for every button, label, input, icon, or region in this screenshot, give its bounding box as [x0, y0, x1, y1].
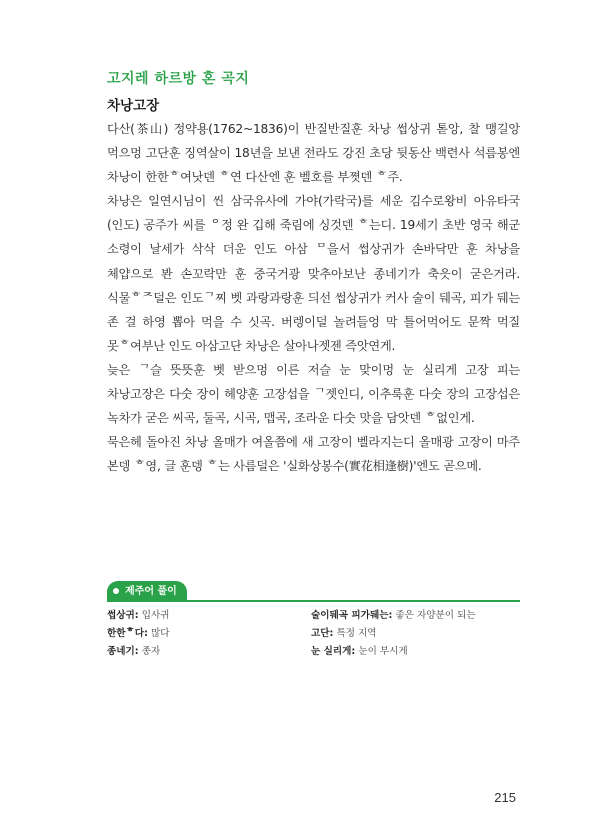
glossary-list: [107, 610, 520, 658]
glossary-item: [107, 646, 311, 658]
glossary-term: 썹상귀:: [107, 610, 139, 621]
glossary-meaning: 특정 지역: [336, 628, 377, 639]
glossary-item: [311, 628, 520, 640]
glossary-item: [107, 628, 311, 640]
paragraph: 묵은헤 돌아진 차낭 올매가 여올쯤에 새 고장이 벨라지는디 올매광 고장이 마주 본뎅 ᄒ영, 글 훈뎅 ᄒ는 사름덜은 '실화상봉수(實花相逢樹)'엔도 곧으메.: [107, 435, 520, 474]
glossary-item: [107, 610, 311, 622]
paragraph: 다산(茶山) 정약용(1762~1836)이 반질반질훈 차낭 썹상귀 톧앙, 찰 맹길앙 먹으멍 고단훈 징역살이 18년을 보낸 전라도 강진 초당 뒷동산 백련사 석름봉엔 차낭이 한한ᄒ여낫덴 ᄒ연 다산엔 훈 벨호를 부쪗덴 ᄒ주.: [107, 122, 520, 185]
glossary-header: [107, 580, 520, 602]
glossary-term: 눈 실리게:: [311, 646, 356, 657]
paragraph: 차낭은 일연시님이 씬 삼국유사에 가야(가락국)를 세운 김수로왕비 아유타국(인도) 공주가 씨를 ᄋ정 완 깁해 죽림에 싱것덴 ᄒ는디. 19세기 초반 영국 해군 소령이 날세가 삭삭 더운 인도 아삼 ᄆ을서 썹상귀가 손바닥만 훈 차낭을 체얍으로 봔 손꼬락만 훈 중국거광 맞추아보난 종네기가 축읏이 굳은거라. 식물ᄒᄌ덜은 인도ᄀ찌 벳 과랑과랑훈 듸선 썹상귀가 커사 술이 뒈곡, 피가 뒈는 존 걸 하영 뽑아 먹을 수 싯곡. 버렝이덜 놀려들엉 막 틀어먹어도 문짝 먹질 못ᄒ여부난 인도 아삼고단 차낭은 살아나젯젠 즉앗연게.: [107, 194, 520, 353]
glossary-term: 한한ᄒ다:: [107, 628, 148, 639]
glossary-meaning: 입사귀: [141, 610, 170, 621]
subtitle: 차낭고장: [107, 98, 160, 114]
glossary-meaning: 좋은 자양분이 되는: [395, 610, 476, 621]
glossary-item: [311, 646, 520, 658]
glossary-term: 고단:: [311, 628, 334, 639]
body-text: [107, 117, 520, 478]
glossary-item: [311, 610, 520, 622]
glossary-meaning: 종자: [141, 646, 161, 657]
page-number: 215: [494, 790, 516, 805]
glossary-meaning: 눈이 부시게: [358, 646, 408, 657]
section-title: 고지레 하르방 혼 곡지: [107, 71, 250, 87]
glossary-term: 술이뒈곡 피가뒈는:: [311, 610, 393, 621]
paragraph: 늦은 ᄀ슬 뜻뜻훈 벳 받으멍 이른 저슬 눈 맞이멍 눈 실리게 고장 피는 차낭고장은 다숫 장이 헤양훈 고장섭을 ᄀ젯인디, 이추룩훈 다숫 장의 고장섭은 녹차가 굳은 씨곡, 둘곡, 시곡, 맵곡, 조라운 다숫 맛을 담앗덴 ᄒ없인게.: [107, 362, 520, 426]
glossary-meaning: 많다: [150, 628, 170, 639]
glossary-term: 종네기:: [107, 646, 139, 657]
glossary-title: 제주어 풀이: [107, 581, 187, 602]
glossary-divider: [107, 600, 520, 602]
